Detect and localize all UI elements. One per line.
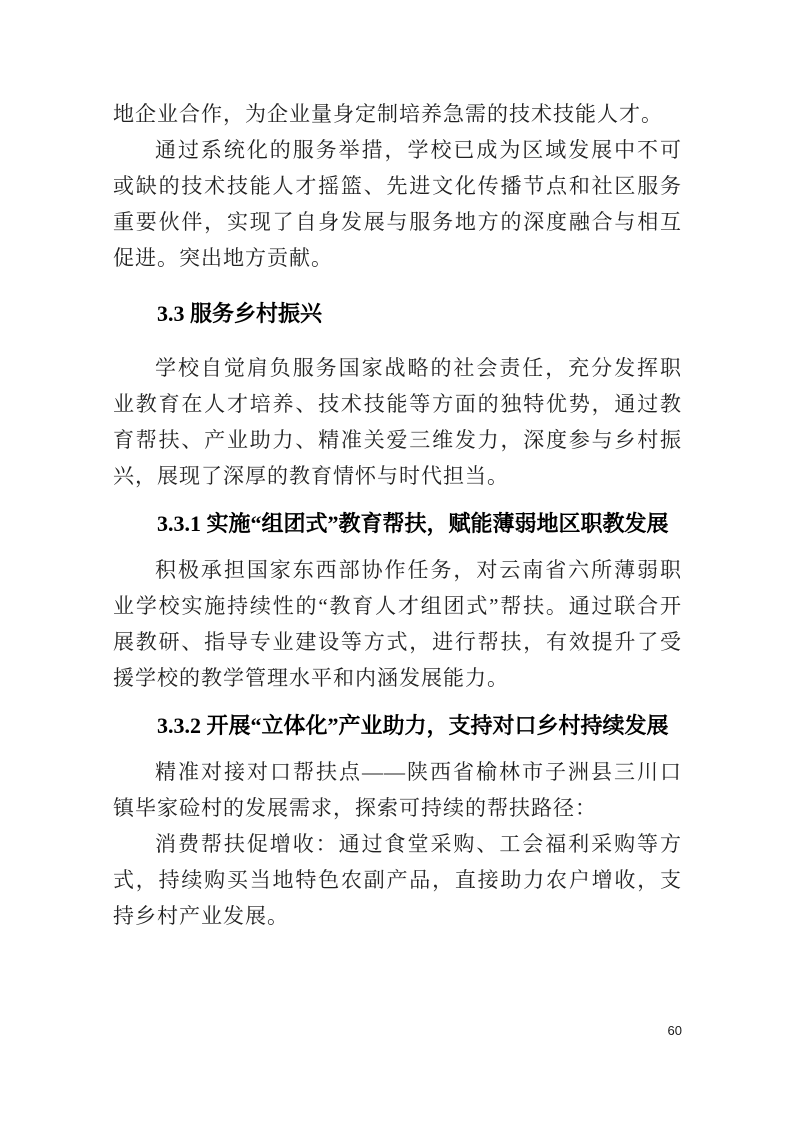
page-content bbox=[113, 96, 682, 934]
subsection-heading-3-3-2: 3.3.2 开展“立体化”产业助力，支持对口乡村持续发展 bbox=[157, 713, 669, 738]
subsection-heading-3-3-1: 3.3.1 实施“组团式”教育帮扶，赋能薄弱地区职教发展 bbox=[157, 511, 669, 536]
paragraph: 通过系统化的服务举措，学校已成为区域发展中不可或缺的技术技能人才摇篮、先进文化传播节点和社区服务重要伙伴，实现了自身发展与服务地方的深度融合与相互促进。突出地方贡献。 bbox=[113, 138, 682, 270]
page-number: 60 bbox=[667, 1023, 682, 1038]
paragraph-continuation: 地企业合作，为企业量身定制培养急需的技术技能人才。 bbox=[113, 102, 663, 126]
paragraph: 积极承担国家东西部协作任务，对云南省六所薄弱职业学校实施持续性的“教育人才组团式”帮扶。通过联合开展教研、指导专业建设等方式，进行帮扶，有效提升了受援学校的教学管理水平和内涵发展能力。 bbox=[113, 558, 682, 690]
section-heading-3-3: 3.3 服务乡村振兴 bbox=[157, 301, 323, 326]
paragraph: 精准对接对口帮扶点——陕西省榆林市子洲县三川口镇毕家硷村的发展需求，探索可持续的帮扶路径： bbox=[113, 760, 682, 820]
paragraph: 学校自觉肩负服务国家战略的社会责任，充分发挥职业教育在人才培养、技术技能等方面的独特优势，通过教育帮扶、产业助力、精准关爱三维发力，深度参与乡村振兴，展现了深厚的教育情怀与时代担当。 bbox=[113, 356, 682, 488]
paragraph: 消费帮扶促增收：通过食堂采购、工会福利采购等方式，持续购买当地特色农副产品，直接助力农户增收，支持乡村产业发展。 bbox=[113, 832, 682, 928]
